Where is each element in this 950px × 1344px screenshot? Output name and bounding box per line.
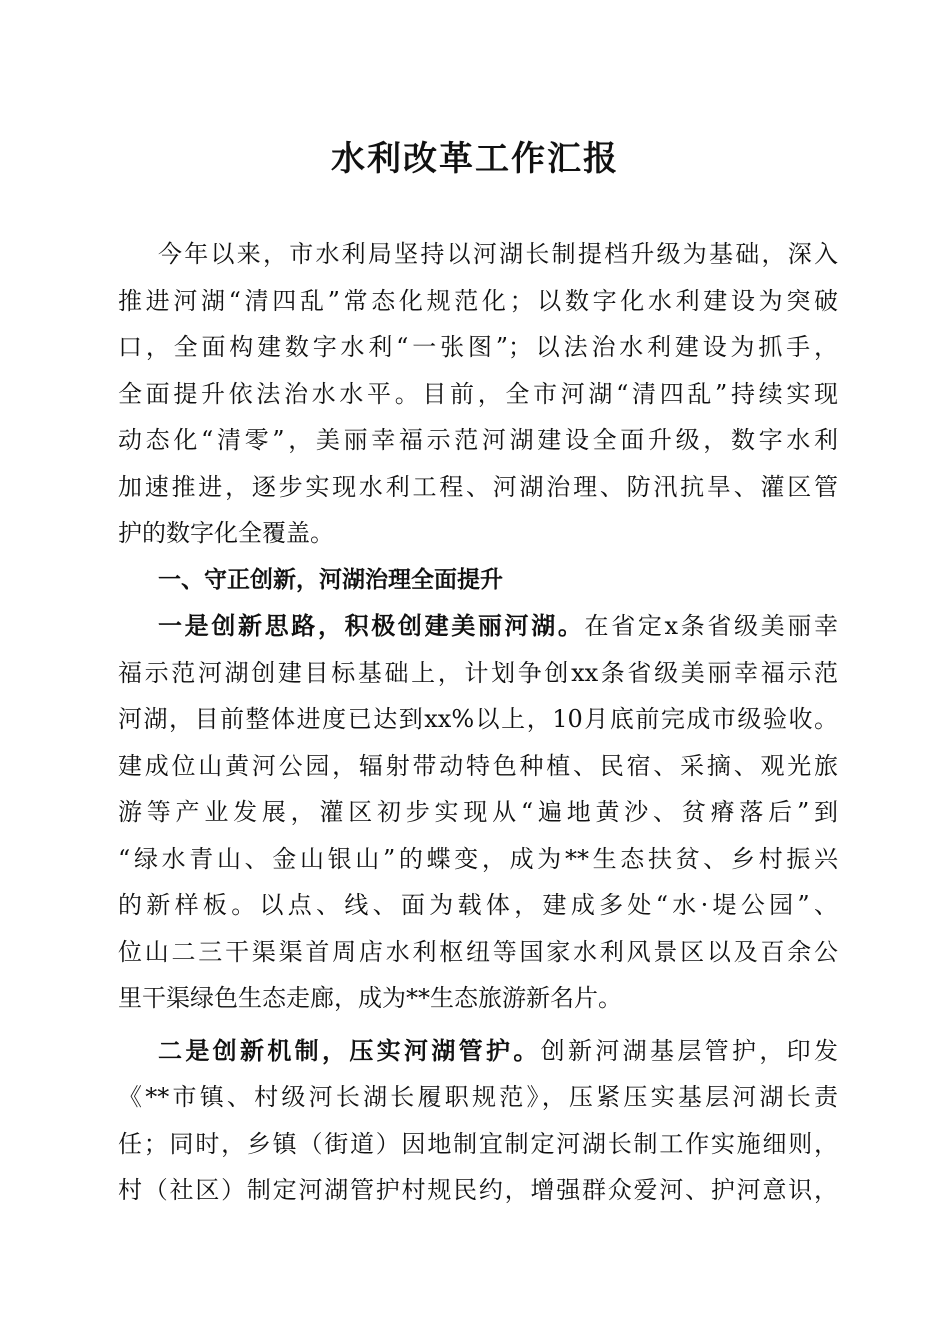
intro-line: 推进河湖“清四乱”常态化规范化；以数字化水利建设为突破 (118, 286, 838, 315)
point1-first-rest: 在省定x条省级美丽幸 (584, 612, 838, 640)
point1-line: 福示范河湖创建目标基础上，计划争创xx条省级美丽幸福示范 (118, 658, 838, 687)
point1-line: 的新样板。以点、线、面为载体，建成多处“水·堤公园”、 (118, 891, 838, 919)
document-body (118, 231, 838, 1214)
point2-first-rest: 创新河湖基层管护，印发 (540, 1036, 839, 1065)
point2-lead: 二是创新机制，压实河湖管护。 (158, 1035, 541, 1065)
intro-line: 全面提升依法治水水平。目前，全市河湖“清四乱”持续实现 (118, 379, 838, 408)
section-heading: 一、守正创新，河湖治理全面提升 (158, 566, 503, 593)
intro-line: 加速推进，逐步实现水利工程、河湖治理、防汛抗旱、灌区管 (118, 472, 838, 501)
point2-line: 《**市镇、村级河长湖长履职规范》，压紧压实基层河湖长责 (118, 1083, 838, 1111)
intro-line: 口，全面构建数字水利“一张图”；以法治水利建设为抓手， (118, 333, 838, 361)
intro-line: 动态化“清零”，美丽幸福示范河湖建设全面升级，数字水利 (118, 426, 838, 454)
point1-line: 里干渠绿色生态走廊，成为**生态旅游新名片。 (118, 984, 622, 1012)
point2-line: 村（社区）制定河湖管护村规民约，增强群众爱河、护河意识， (118, 1176, 838, 1204)
intro-line: 护的数字化全覆盖。 (118, 519, 334, 547)
point1-first-line (118, 603, 838, 650)
point1-line: 游等产业发展，灌区初步实现从“遍地黄沙、贫瘠落后”到 (118, 798, 838, 826)
point1-line: “绿水青山、金山银山”的蝶变，成为**生态扶贫、乡村振兴 (118, 844, 838, 873)
document-title: 水利改革工作汇报 (331, 139, 619, 179)
point1-line: 位山二三干渠渠首周店水利枢纽等国家水利风景区以及百余公 (118, 937, 838, 966)
point2-line: 任；同时，乡镇（街道）因地制宜制定河湖长制工作实施细则， (118, 1129, 838, 1158)
point2-first-line (118, 1028, 838, 1075)
point1-line: 河湖，目前整体进度已达到xx%以上，10月底前完成市级验收。 (118, 705, 838, 733)
point1-line: 建成位山黄河公园，辐射带动特色种植、民宿、采摘、观光旅 (118, 751, 838, 780)
intro-line: 今年以来，市水利局坚持以河湖长制提档升级为基础，深入 (158, 240, 838, 268)
point1-lead: 一是创新思路，积极创建美丽河湖。 (158, 611, 585, 640)
